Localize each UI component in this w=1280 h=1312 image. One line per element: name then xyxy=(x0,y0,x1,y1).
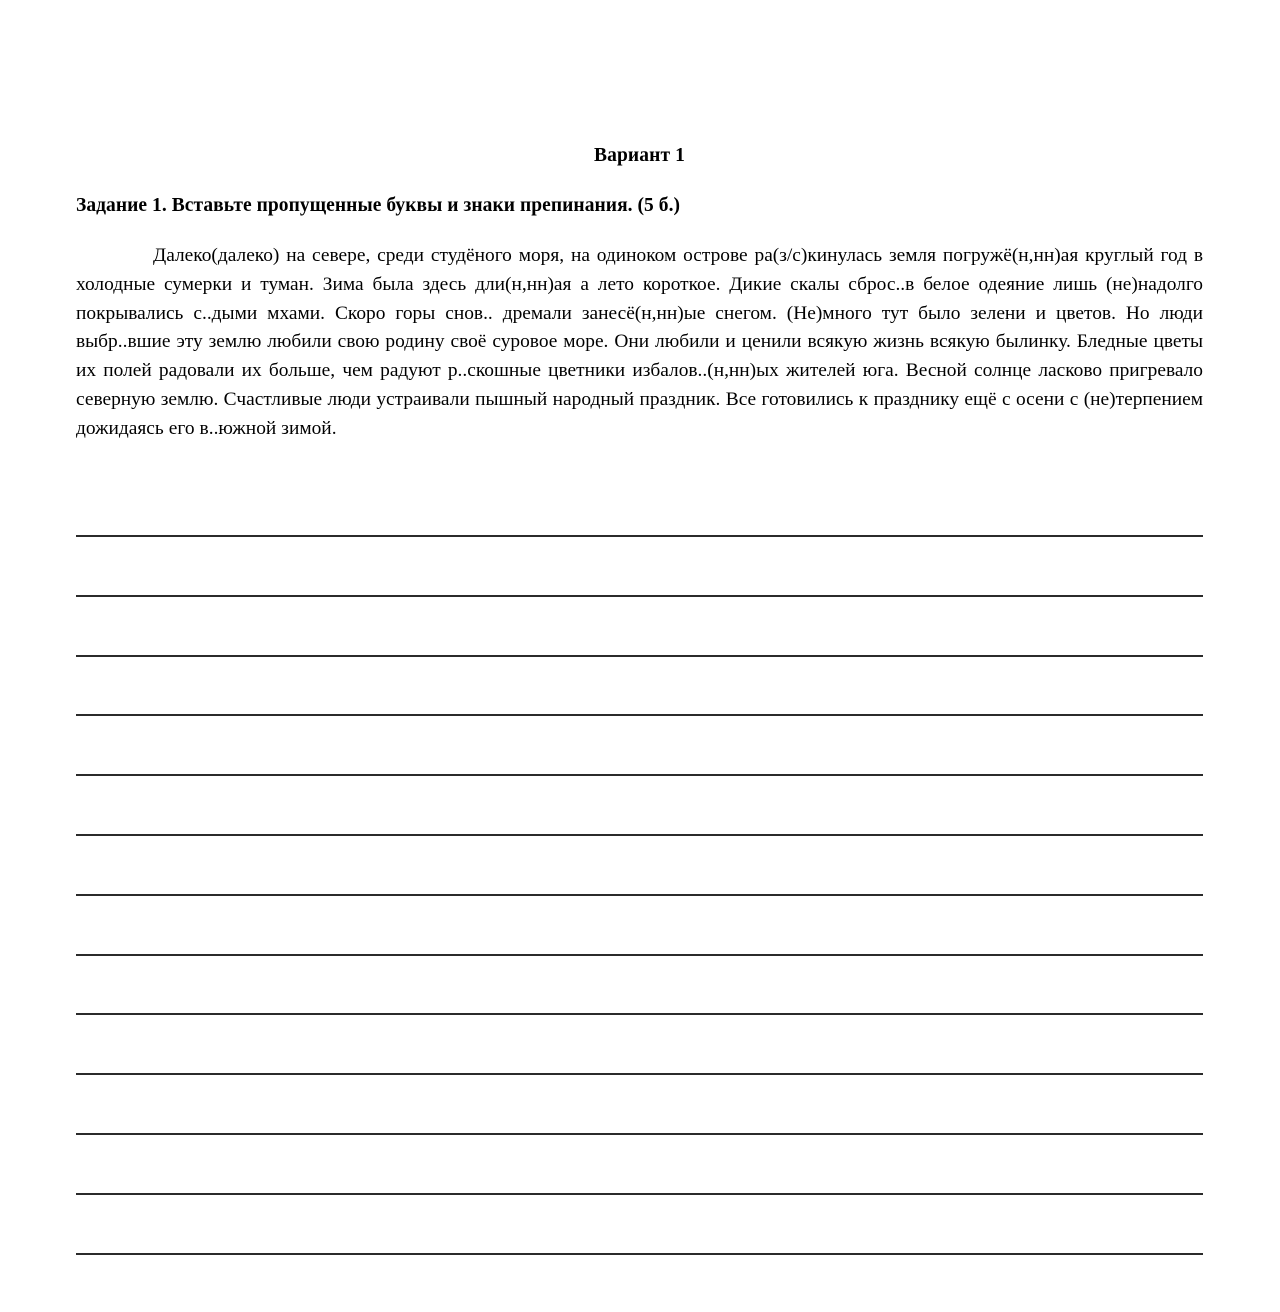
answer-line[interactable] xyxy=(76,774,1203,776)
answer-line[interactable] xyxy=(76,714,1203,716)
answer-line[interactable] xyxy=(76,535,1203,537)
answer-line[interactable] xyxy=(76,954,1203,956)
exercise-paragraph: Далеко(далеко) на севере, среди студёного моря, на одиноком острове ра(з/с)кинулась земля погружё(н,нн)ая круглый год в холодные сумерки и туман. Зима была здесь дли(н,нн)ая а лето короткое. Дикие скалы сброс..в белое одеяние лишь (не)надолго покрывались с..дыми мхами. Скоро горы снов.. дремали занесё(н,нн)ые снегом. (Не)много тут было зелени и цветов. Но люди выбр..вшие эту землю любили свою родину своё суровое море. Они любили и ценили всякую жизнь всякую былинку. Бледные цветы их полей радовали их больше, чем радуют р..скошные цветники избалов..(н,нн)ых жителей юга. Весной солнце ласково пригревало северную землю. Счастливые люди устраивали пышный народный праздник. Все готовились к празднику ещё с осени с (не)терпением дожидаясь его в..южной зимой. xyxy=(76,245,1203,439)
answer-line[interactable] xyxy=(76,1253,1203,1255)
answer-line[interactable] xyxy=(76,1193,1203,1195)
page-title: Вариант 1 xyxy=(594,145,685,166)
answer-line[interactable] xyxy=(76,595,1203,597)
answer-line[interactable] xyxy=(76,1013,1203,1015)
answer-lines-area[interactable] xyxy=(76,512,1203,1312)
answer-line[interactable] xyxy=(76,1073,1203,1075)
answer-line[interactable] xyxy=(76,834,1203,836)
task-heading: Задание 1. Вставьте пропущенные буквы и знаки препинания. (5 б.) xyxy=(76,195,681,216)
answer-line[interactable] xyxy=(76,655,1203,657)
answer-line[interactable] xyxy=(76,894,1203,896)
answer-line[interactable] xyxy=(76,1133,1203,1135)
